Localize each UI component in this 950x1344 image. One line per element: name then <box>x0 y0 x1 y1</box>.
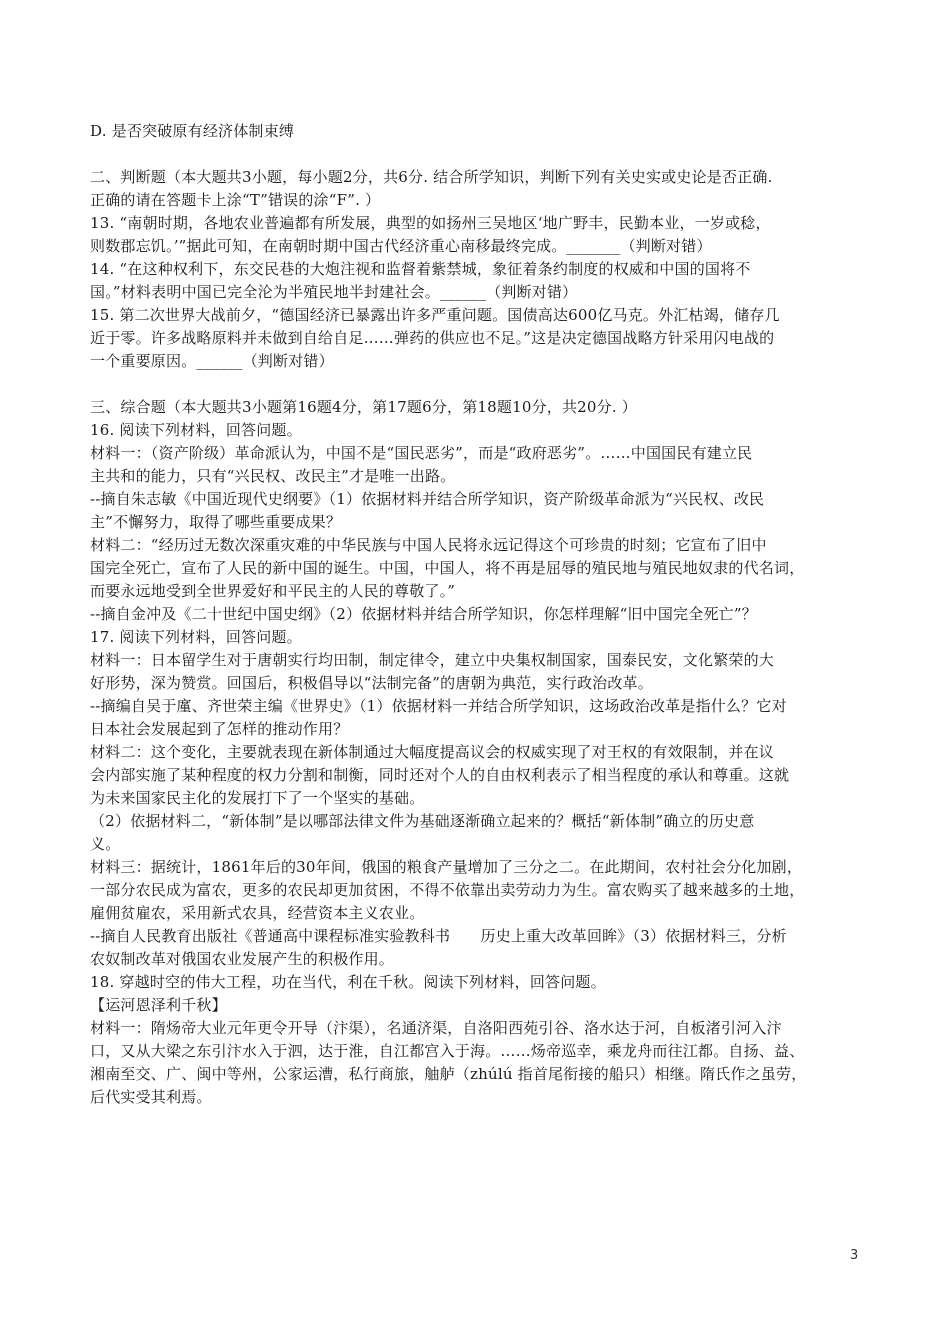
text-line: 则数郡忘饥。’”据此可知，在南朝时期中国古代经济重心南移最终完成。_______（判断对错） <box>90 237 712 255</box>
text-line: 15. 第二次世界大战前夕，“德国经济已暴露出许多严重问题。国债高达600亿马克。外汇枯竭，储存几 <box>90 306 780 324</box>
text-line: 18. 穿越时空的伟大工程，功在当代，利在千秋。阅读下列材料，回答问题。 <box>90 973 606 991</box>
text-line: 材料一：（资产阶级）革命派认为，中国不是“国民恶劣”，而是“政府恶劣”。……中国国民有建立民 <box>90 444 753 462</box>
text-line: --摘自朱志敏《中国近现代史纲要》（1）依据材料并结合所学知识，资产阶级革命派为“兴民权、改民 <box>90 490 765 508</box>
text-line: 材料二：“经历过无数次深重灾难的中华民族与中国人民将永远记得这个可珍贵的时刻；它宣布了旧中 <box>90 536 767 554</box>
text-line: --摘编自吴于廑、齐世荣主编《世界史》（1）依据材料一并结合所学知识，这场政治改革是指什么？它对 <box>90 697 787 715</box>
text-line: 为未来国家民主化的发展打下了一个坚实的基础。 <box>90 789 425 807</box>
text-line: 主”不懈努力，取得了哪些重要成果？ <box>90 513 342 531</box>
text-line: 14. “在这种权利下，东交民巷的大炮注视和监督着紫禁城，象征着条约制度的权威和中国的国将不 <box>90 260 751 278</box>
text-line: 好形势，深为赞赏。回国后，积极倡导以“法制完备”的唐朝为典范，实行政治改革。 <box>90 674 653 692</box>
text-line: 国。”材料表明中国已完全沦为半殖民地半封建社会。______（判断对错） <box>90 283 578 301</box>
text-line: 一个重要原因。______（判断对错） <box>90 352 334 370</box>
text-line: 会内部实施了某种程度的权力分割和制衡，同时还对个人的自由权利表示了相当程度的承认和尊重。这就 <box>90 766 790 784</box>
text-line: （2）依据材料二，“新体制”是以哪部法律文件为基础逐渐确立起来的？概括“新体制”确立的历史意 <box>90 812 755 830</box>
text-line: D. 是否突破原有经济体制束缚 <box>90 122 295 140</box>
text-line: 义。 <box>90 835 121 853</box>
blank-line <box>90 143 880 166</box>
text-line: 日本社会发展起到了怎样的推动作用？ <box>90 720 349 738</box>
text-line: 材料一：日本留学生对于唐朝实行均田制，制定律令，建立中央集权制国家，国泰民安，文化繁荣的大 <box>90 651 775 669</box>
text-line: 一部分农民成为富农，更多的农民却更加贫困，不得不依靠出卖劳动力为生。富农购买了越来越多的土地， <box>90 881 805 899</box>
text-line: 材料一：隋炀帝大业元年更令开导（汴渠），名通济渠，自洛阳西苑引谷、洛水达于河，自板渚引河入汴 <box>90 1019 782 1037</box>
text-line: 口，又从大梁之东引汴水入于泗，达于淮，自江都宫入于海。……炀帝巡幸，乘龙舟而往江都。自扬、益、 <box>90 1042 805 1060</box>
page-number: 3 <box>850 1248 859 1263</box>
text-line: 17. 阅读下列材料，回答问题。 <box>90 628 302 646</box>
blank-line <box>90 373 880 396</box>
text-line: 13. “南朝时期，各地农业普遍都有所发展，典型的如扬州三吴地区‘地广野丰，民勤本业，一岁或稔， <box>90 214 771 232</box>
text-line: 正确的请在答题卡上涂“T”错误的涂“F”. ） <box>90 191 381 209</box>
text-line: 湘南至交、广、闽中等州，公家运漕，私行商旅，舳舻（zhúlú 指首尾衔接的船只）相继。隋氏作之虽劳， <box>90 1065 807 1083</box>
text-line: 后代实受其利焉。 <box>90 1088 212 1106</box>
text-line: 材料三：据统计，1861年后的30年间，俄国的粮食产量增加了三分之二。在此期间，农村社会分化加剧， <box>90 858 803 876</box>
text-line: 16. 阅读下列材料，回答问题。 <box>90 421 302 439</box>
text-line: 国完全死亡，宣布了人民的新中国的诞生。中国，中国人，将不再是屈辱的殖民地与殖民地奴隶的代名词， <box>90 559 805 577</box>
text-line: 三、综合题（本大题共3小题第16题4分，第17题6分，第18题10分，共20分. ） <box>90 398 638 416</box>
text-line: 近于零。许多战略原料并未做到自给自足……弹药的供应也不足。”这是决定德国战略方针采用闪电战的 <box>90 329 775 347</box>
text-line: 材料二：这个变化，主要就表现在新体制通过大幅度提高议会的权威实现了对王权的有效限制，并在议 <box>90 743 775 761</box>
text-line: 二、判断题（本大题共3小题，每小题2分，共6分. 结合所学知识，判断下列有关史实或史论是否正确. <box>90 168 773 186</box>
text-line: 雇佣贫雇农，采用新式农具，经营资本主义农业。 <box>90 904 425 922</box>
text-line: 而要永远地受到全世界爱好和平民主的人民的尊敬了。” <box>90 582 456 600</box>
page-content <box>90 120 880 1109</box>
text-line: 【运河恩泽利千秋】 <box>90 996 227 1014</box>
text-line: --摘自人民教育出版社《普通高中课程标准实验教科书 历史上重大改革回眸》（3）依据材料三，分析 <box>90 927 787 945</box>
text-line: --摘自金冲及《二十世纪中国史纲》（2）依据材料并结合所学知识，你怎样理解“旧中国完全死亡”？ <box>90 605 757 623</box>
text-line: 主共和的能力，只有“兴民权、改民主”才是唯一出路。 <box>90 467 456 485</box>
text-line: 农奴制改革对俄国农业发展产生的积极作用。 <box>90 950 395 968</box>
